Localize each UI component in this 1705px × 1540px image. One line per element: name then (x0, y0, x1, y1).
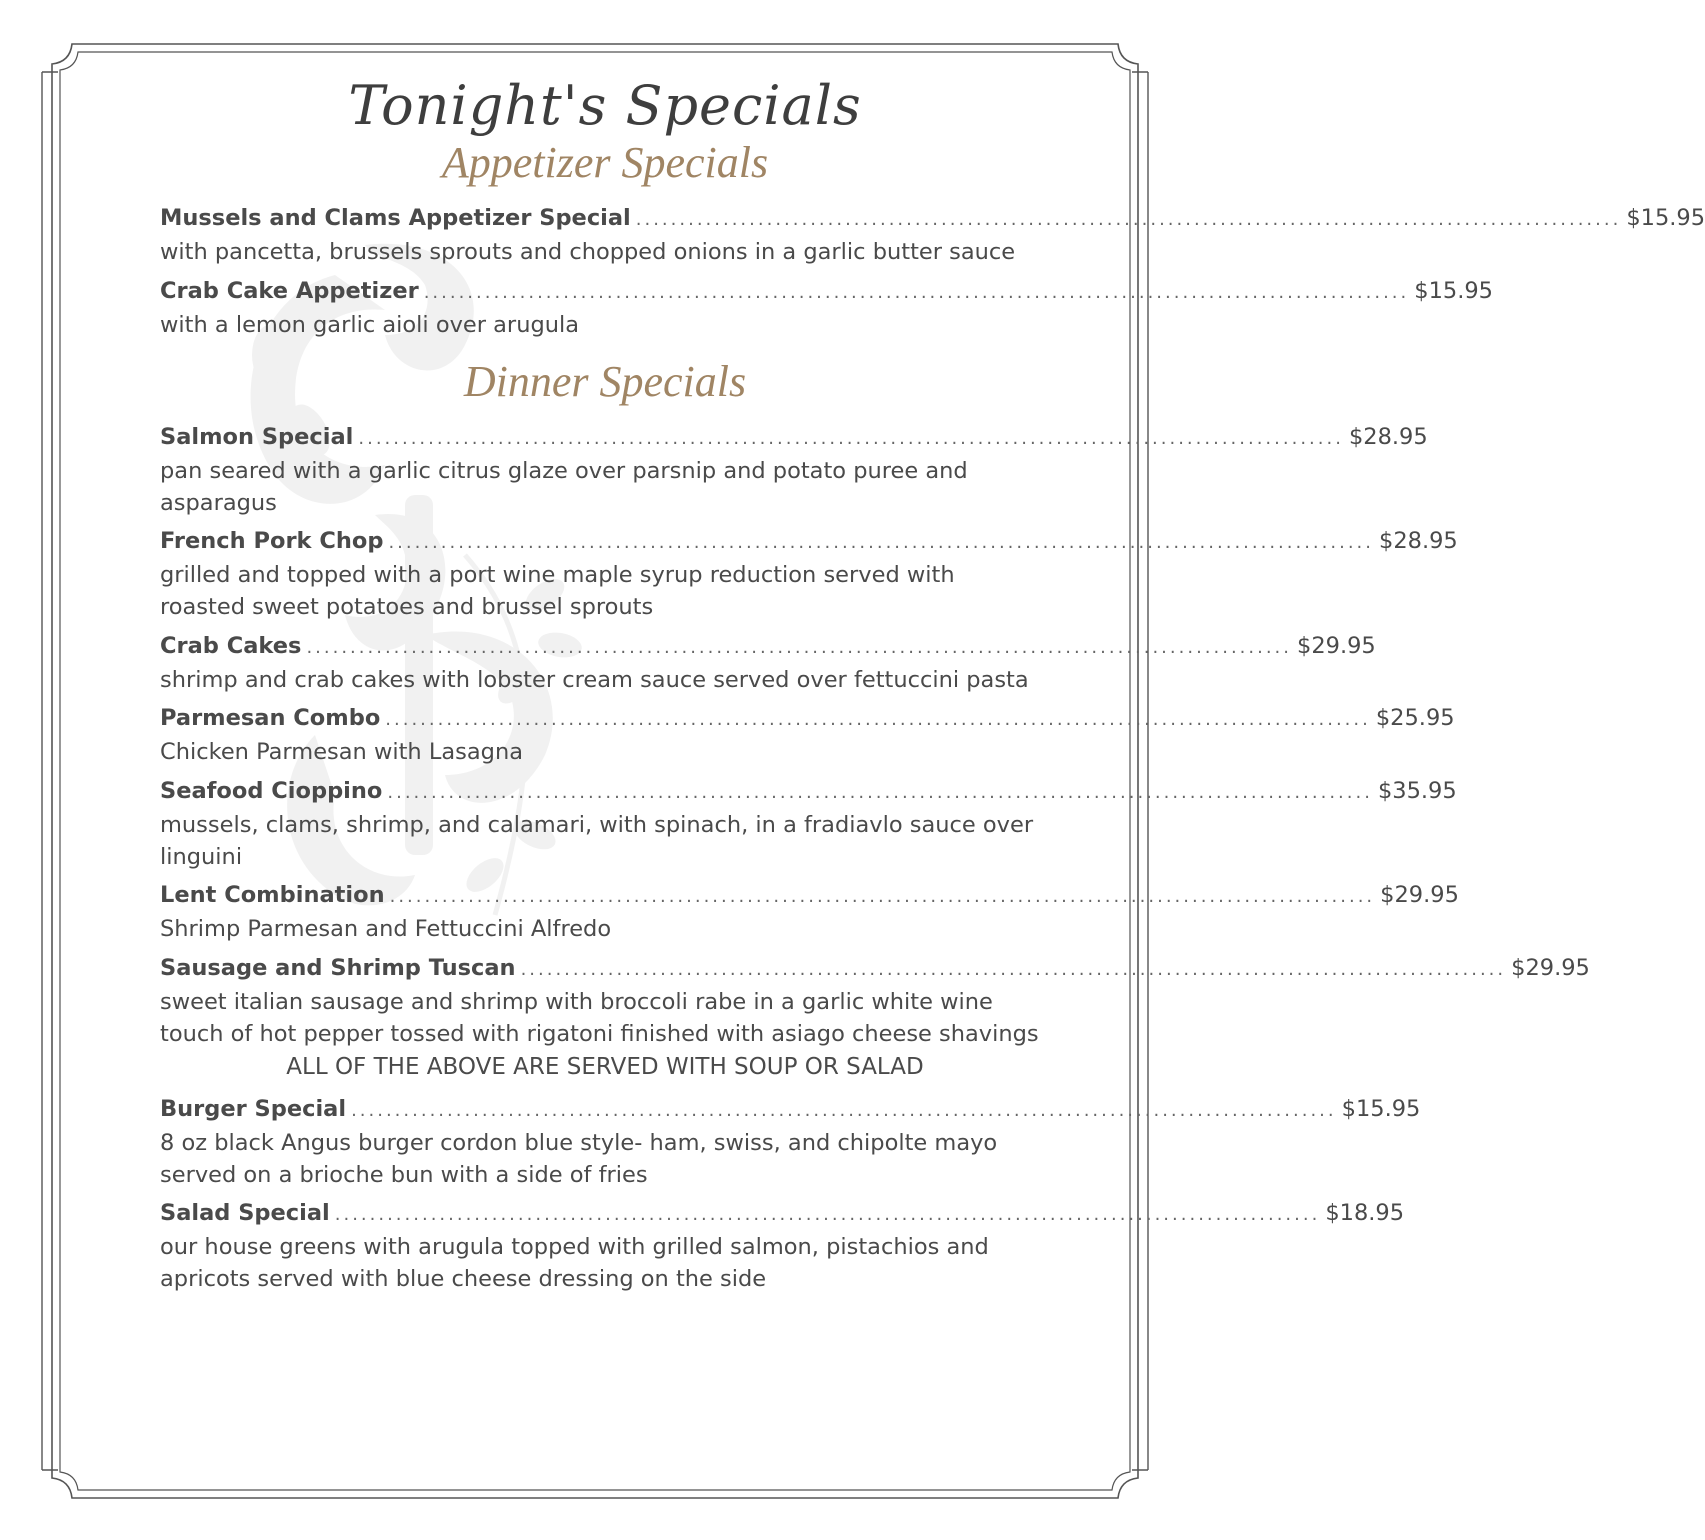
dot-leader: ................................................................................................................. (388, 532, 1374, 553)
menu-item (160, 879, 1459, 945)
soup-salad-note: ALL OF THE ABOVE ARE SERVED WITH SOUP OR SALAD (286, 1054, 924, 1080)
item-name: Crab Cakes (160, 633, 302, 659)
dot-leader: ................................................................................................................. (358, 428, 1344, 449)
item-price: $18.95 (1325, 1200, 1405, 1226)
item-description-line: served on a brioche bun with a side of fries (160, 1162, 648, 1188)
item-price: $25.95 (1375, 705, 1455, 731)
item-description-line: touch of hot pepper tossed with rigatoni finished with asiago cheese shavings (160, 1021, 1039, 1047)
dot-leader: ................................................................................................................. (385, 709, 1371, 730)
item-price: $29.95 (1297, 633, 1376, 659)
item-price: $29.95 (1380, 882, 1459, 908)
item-price: $15.95 (1341, 1096, 1421, 1122)
dot-leader: ................................................................................................................. (635, 209, 1622, 230)
item-description-line: grilled and topped with a port wine maple syrup reduction served with (160, 562, 955, 588)
item-price: $15.95 (1414, 278, 1493, 304)
dot-leader: ................................................................................................................. (520, 959, 1507, 980)
item-description-line: 8 oz black Angus burger cordon blue style- ham, swiss, and chipolte mayo (160, 1130, 998, 1156)
item-description: with a lemon garlic aioli over arugula (160, 312, 580, 338)
appetizer-section-title: Appetizer Specials (441, 138, 769, 187)
item-description-line: apricots served with blue cheese dressing on the side (160, 1266, 767, 1292)
menu-item (160, 421, 1428, 519)
item-price: $35.95 (1377, 778, 1457, 804)
item-name: Lent Combination (160, 882, 385, 908)
item-description: Chicken Parmesan with Lasagna (160, 739, 524, 765)
menu-item (160, 525, 1458, 623)
dot-leader: ................................................................................................................. (306, 637, 1293, 658)
dot-leader: ................................................................................................................. (387, 782, 1373, 803)
menu-item (160, 630, 1376, 696)
item-description-line: roasted sweet potatoes and brussel sprouts (160, 594, 654, 620)
item-name: Salmon Special (160, 424, 354, 450)
dot-leader: ................................................................................................................. (334, 1204, 1321, 1225)
menu-item (160, 275, 1493, 341)
item-description: shrimp and crab cakes with lobster cream sauce served over fettuccini pasta (160, 667, 1029, 693)
page-title: Tonight's Specials (348, 74, 862, 137)
dot-leader: ................................................................................................................. (351, 1100, 1337, 1121)
menu-item (160, 702, 1455, 768)
dinner-section-title: Dinner Specials (463, 357, 747, 406)
menu-item (160, 1197, 1405, 1295)
menu-item (160, 1093, 1421, 1191)
item-name: Salad Special (160, 1200, 330, 1226)
item-price: $28.95 (1348, 424, 1428, 450)
item-description-line: mussels, clams, shrimp, and calamari, with spinach, in a fradiavlo sauce over (160, 812, 1034, 838)
menu-item (160, 202, 1705, 268)
item-price: $15.95 (1626, 205, 1705, 231)
item-description: with pancetta, brussels sprouts and chopped onions in a garlic butter sauce (160, 239, 1016, 265)
item-name: Sausage and Shrimp Tuscan (160, 955, 516, 981)
dot-leader: ................................................................................................................. (389, 886, 1376, 907)
item-description-line: linguini (160, 844, 243, 870)
item-description-line: sweet italian sausage and shrimp with broccoli rabe in a garlic white wine (160, 989, 993, 1015)
item-name: French Pork Chop (160, 528, 384, 554)
dot-leader: ................................................................................................................. (423, 282, 1410, 303)
item-name: Seafood Cioppino (160, 778, 383, 804)
item-name: Crab Cake Appetizer (160, 278, 419, 304)
item-name: Parmesan Combo (160, 705, 381, 731)
item-description-line: asparagus (160, 490, 277, 516)
item-description-line: pan seared with a garlic citrus glaze over parsnip and potato puree and (160, 458, 968, 484)
item-price: $29.95 (1511, 955, 1590, 981)
menu-item (160, 952, 1590, 1050)
item-name: Burger Special (160, 1096, 347, 1122)
menu-item (160, 775, 1457, 873)
item-name: Mussels and Clams Appetizer Special (160, 205, 631, 231)
item-description-line: our house greens with arugula topped with grilled salmon, pistachios and (160, 1234, 989, 1260)
item-price: $28.95 (1379, 528, 1458, 554)
item-description: Shrimp Parmesan and Fettuccini Alfredo (160, 916, 612, 942)
